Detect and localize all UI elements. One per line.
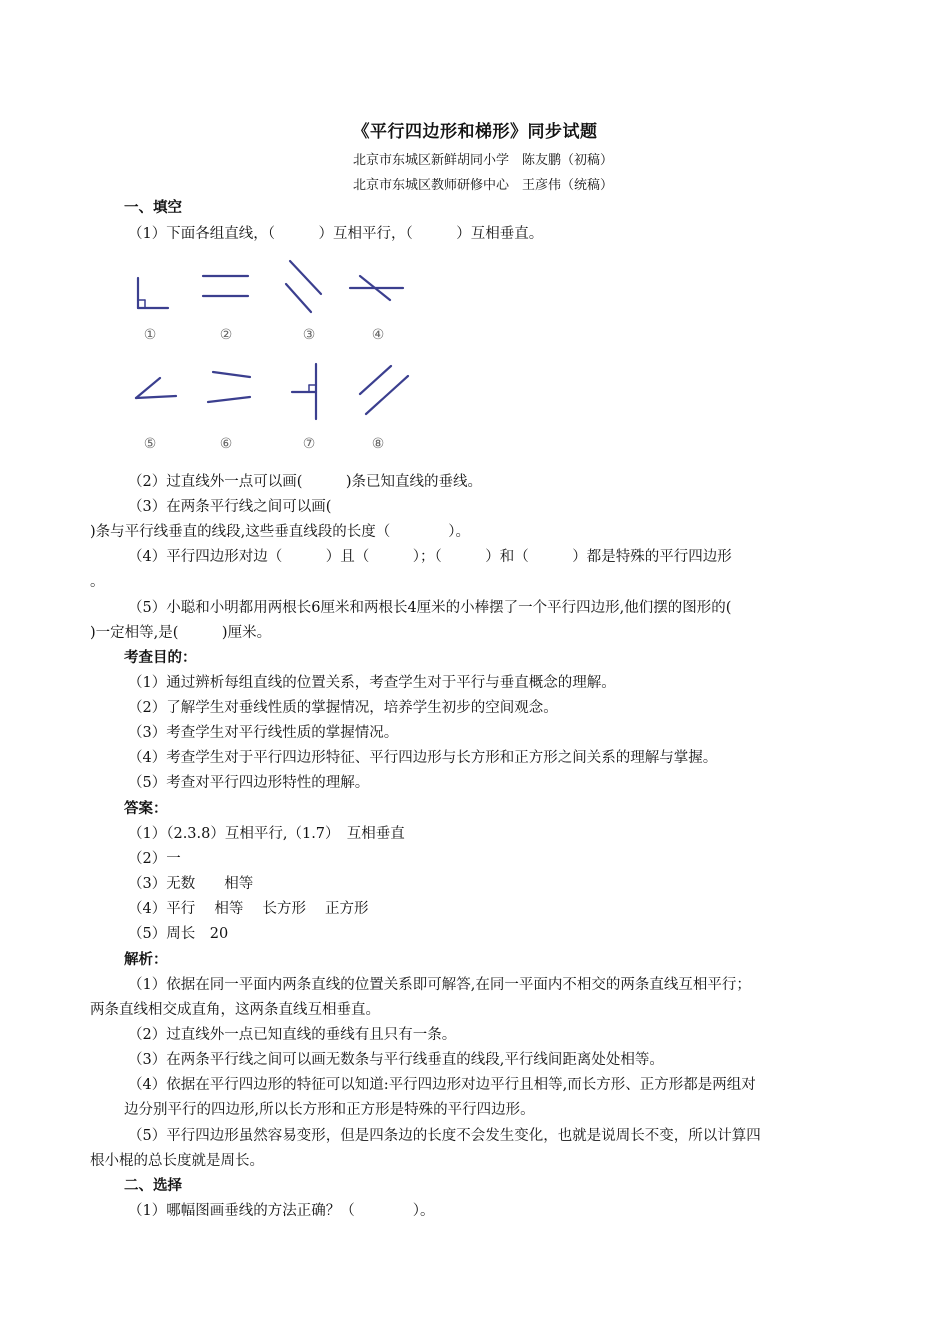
analysis-3: （3）在两条平行线之间可以画无数条与平行线垂直的线段,平行线间距离处处相等。	[128, 1052, 664, 1068]
question-4-line-2: 。	[90, 574, 105, 590]
figure-label-1: ①	[143, 327, 157, 343]
purpose-item: （1）通过辨析每组直线的位置关系，考查学生对于平行与垂直概念的理解。	[128, 675, 616, 691]
answers-heading: 答案：	[124, 800, 168, 817]
question-4-line-1: （4）平行四边形对边（ ）且（ ）；（ ）和（ ）都是特殊的平行四边形	[128, 549, 732, 565]
line-groups-svg	[128, 256, 418, 456]
document-title: 《平行四边形和梯形》同步试题	[352, 122, 598, 142]
group-3-lines	[286, 261, 321, 312]
group-2-lines	[203, 276, 248, 296]
purpose-item: （4）考查学生对于平行四边形特征、平行四边形与长方形和正方形之间关系的理解与掌握。	[128, 750, 718, 766]
analysis-4-line-1: （4）依据在平行四边形的特征可以知道:平行四边形对边平行且相等,而长方形、正方形都是两组对	[128, 1077, 756, 1093]
answer-item: （4）平行 相等 长方形 正方形	[128, 901, 369, 917]
author-line-2: 北京市东城区教师研修中心 王彦伟（统稿）	[352, 178, 613, 193]
answer-item: （5）周长 20	[128, 926, 229, 942]
answer-item: （3）无数 相等	[128, 876, 254, 892]
group-4-lines	[350, 276, 403, 300]
purpose-item: （2）了解学生对垂线性质的掌握情况，培养学生初步的空间观念。	[128, 700, 558, 716]
figure-label-7: ⑦	[302, 436, 316, 452]
figure-label-2: ②	[219, 327, 233, 343]
question-3-line-1: （3）在两条平行线之间可以画(	[128, 499, 332, 515]
analysis-1-line-1: （1）依据在同一平面内两条直线的位置关系即可解答,在同一平面内不相交的两条直线互相平行；	[128, 977, 751, 993]
answer-item: （2）一	[128, 851, 181, 867]
figure-label-3: ③	[302, 327, 316, 343]
question-5-line-2: )一定相等,是( )厘米。	[90, 625, 272, 641]
figure-label-8: ⑧	[371, 436, 385, 452]
question-3-line-2: )条与平行线垂直的线段,这些垂直线段的长度（ ）。	[90, 524, 471, 540]
group-7-lines	[292, 364, 316, 419]
figure-label-4: ④	[371, 327, 385, 343]
question-1: （1）下面各组直线，（ ）互相平行，（ ）互相垂直。	[128, 226, 544, 242]
section-2-heading: 二、选择	[124, 1177, 182, 1194]
group-6-lines	[208, 372, 250, 402]
analysis-heading: 解析：	[124, 951, 168, 968]
figure-label-5: ⑤	[143, 436, 157, 452]
analysis-4-line-2: 边分别平行的四边形,所以长方形和正方形是特殊的平行四边形。	[124, 1102, 535, 1118]
analysis-5-line-1: （5）平行四边形虽然容易变形，但是四条边的长度不会发生变化，也就是说周长不变，所以计算四	[128, 1128, 761, 1144]
group-8-lines	[360, 366, 408, 414]
line-groups-figure	[128, 256, 418, 456]
analysis-5-line-2: 根小棍的总长度就是周长。	[90, 1153, 264, 1169]
purpose-heading: 考查目的：	[124, 649, 197, 666]
section-1-heading: 一、填空	[124, 199, 182, 216]
choice-question-1: （1）哪幅图画垂线的方法正确？（ ）。	[128, 1203, 435, 1219]
answer-item: （1）（2.3.8）互相平行,（1.7） 互相垂直	[128, 826, 405, 842]
purpose-item: （3）考查学生对平行线性质的掌握情况。	[128, 725, 399, 741]
group-5-lines	[136, 378, 176, 398]
analysis-2: （2）过直线外一点已知直线的垂线有且只有一条。	[128, 1027, 457, 1043]
purpose-item: （5）考查对平行四边形特性的理解。	[128, 775, 370, 791]
question-5-line-1: （5）小聪和小明都用两根长6厘米和两根长4厘米的小棒摆了一个平行四边形,他们摆的图形的(	[128, 600, 732, 616]
author-line-1: 北京市东城区新鲜胡同小学 陈友鹏（初稿）	[352, 153, 613, 168]
analysis-1-line-2: 两条直线相交成直角，这两条直线互相垂直。	[90, 1002, 380, 1018]
question-2: （2）过直线外一点可以画( )条已知直线的垂线。	[128, 474, 483, 490]
figure-label-6: ⑥	[219, 436, 233, 452]
group-1-lines	[138, 278, 168, 308]
